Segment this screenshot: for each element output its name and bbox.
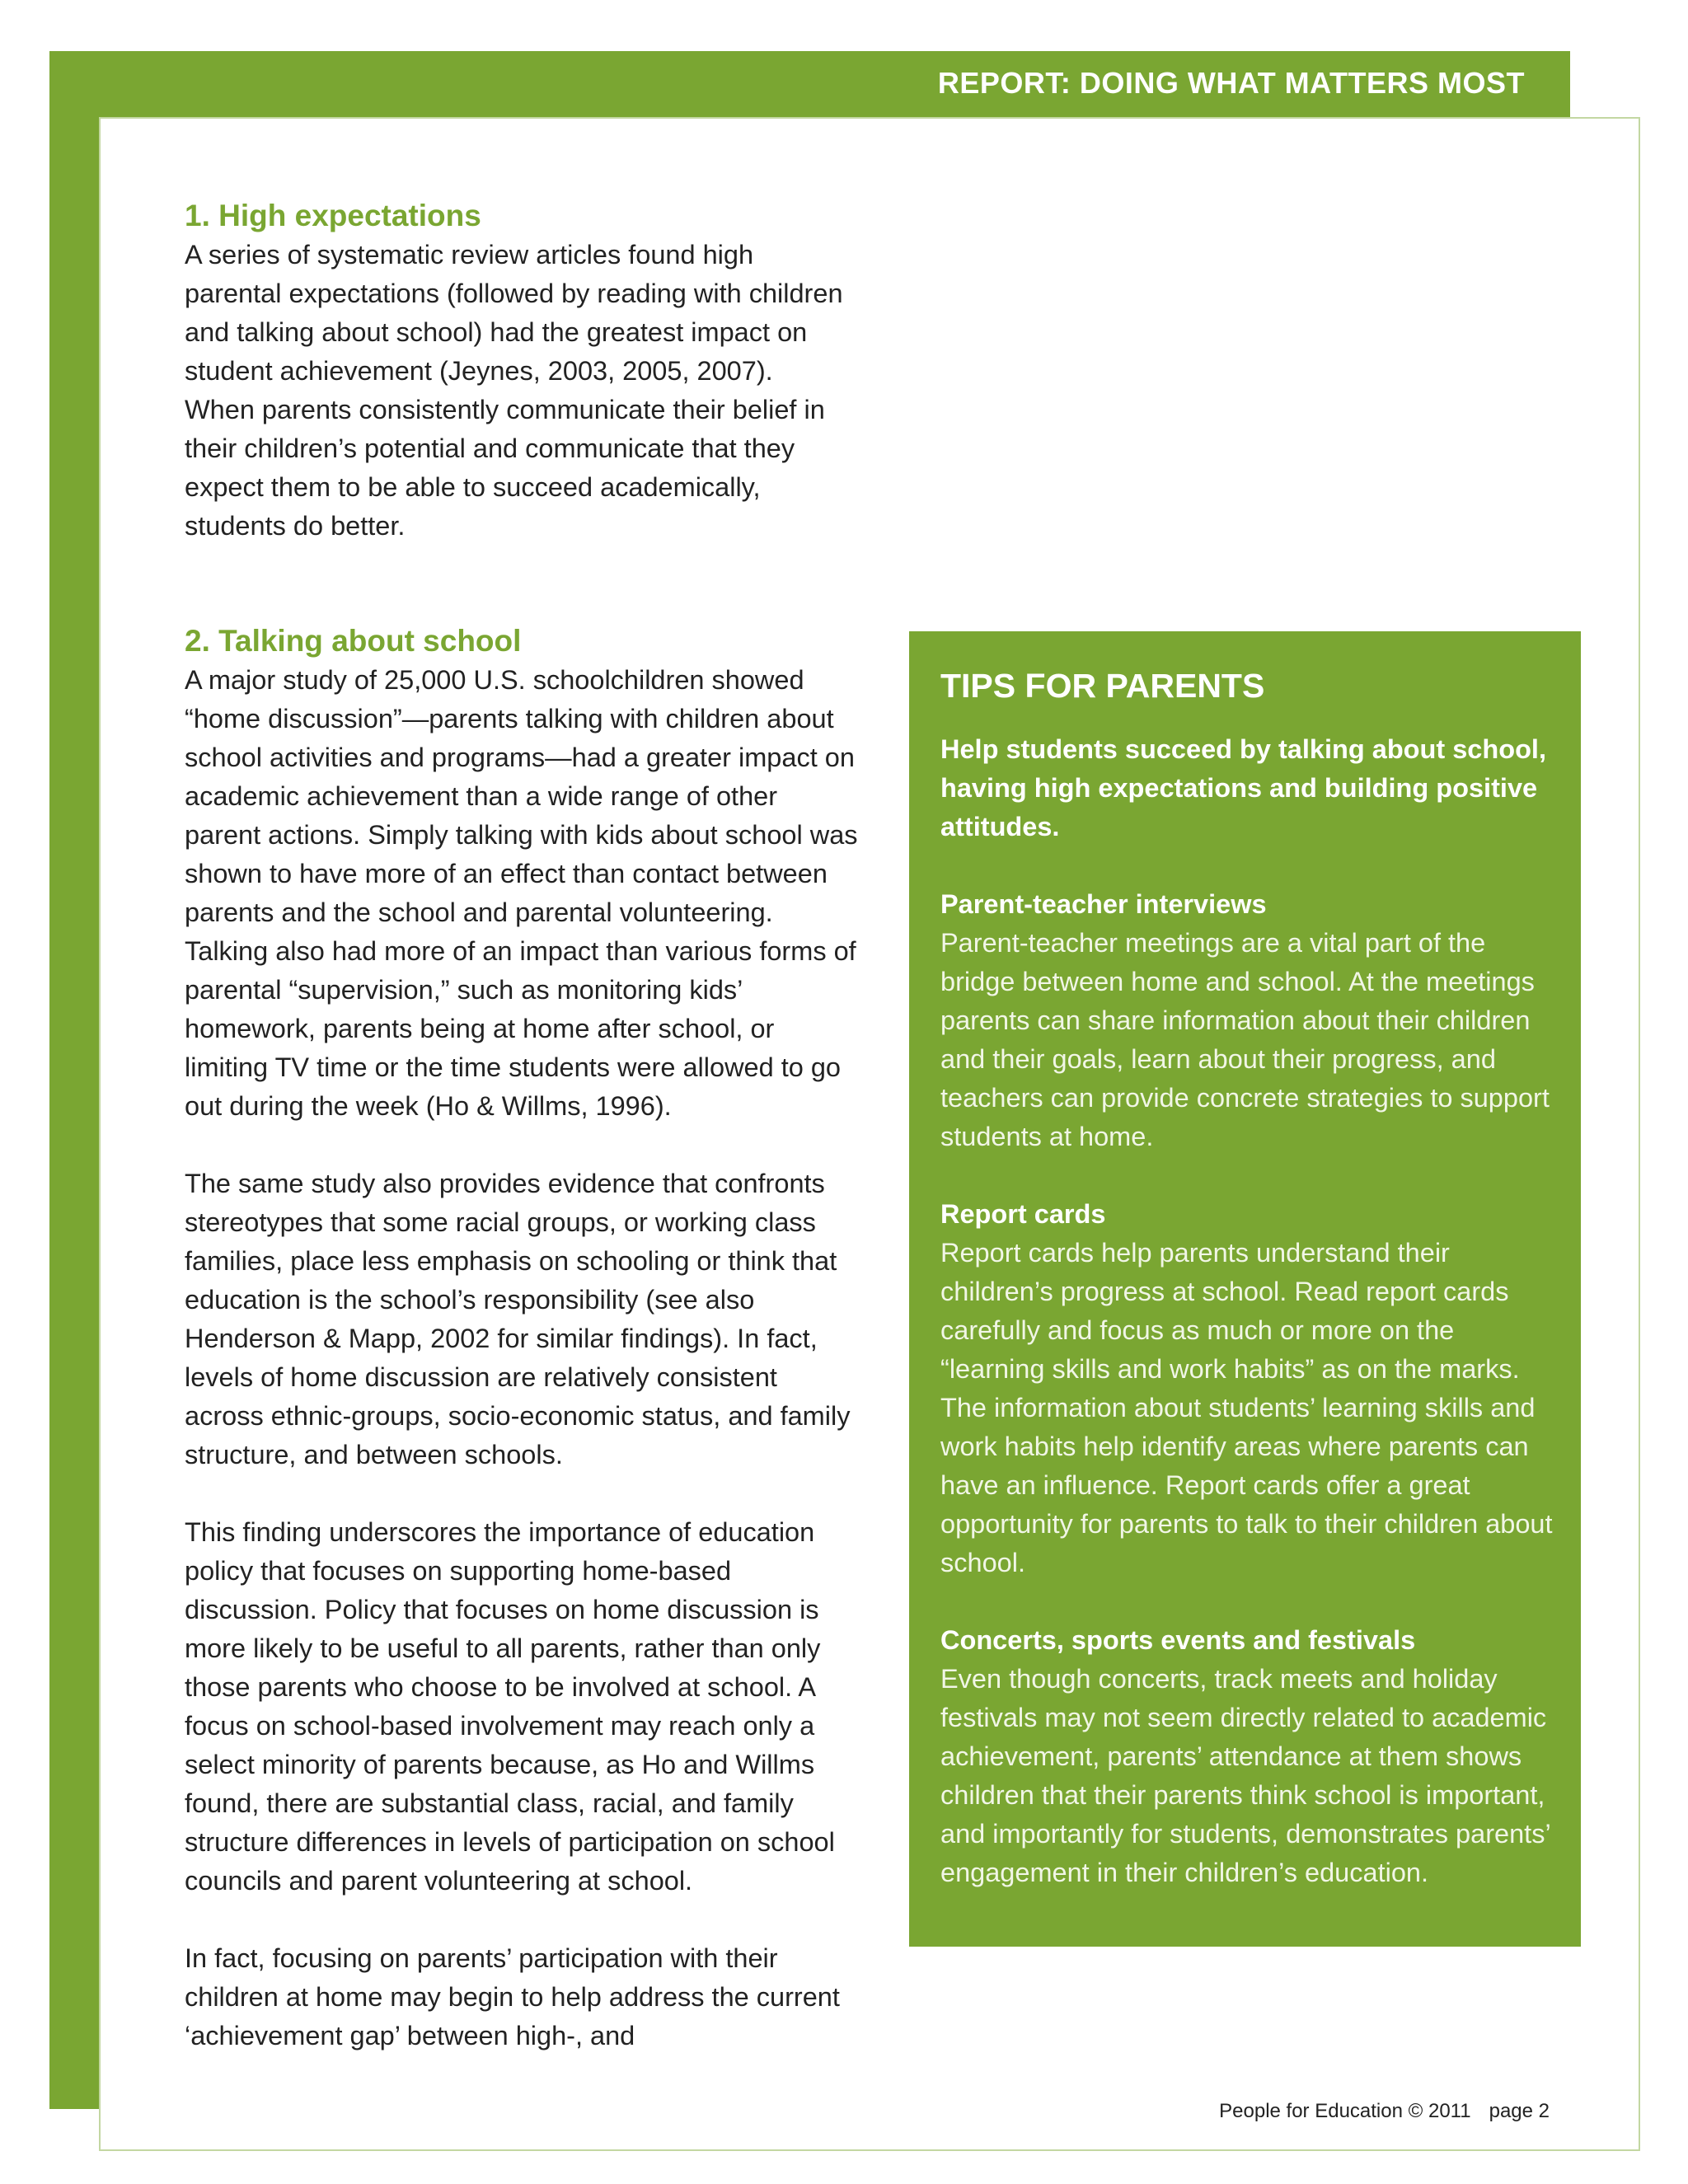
paragraph: A series of systematic review articles found high parental expectations (followed by reading with children and talking about school) had the greatest impact on student achievement (Jeynes, 2003, 2005, 2007). When parents consistently communicate their belief in their children’s potential and communicate that they expect them to be able to succeed academically, students do better. — [185, 240, 843, 541]
paragraph: A major study of 25,000 U.S. schoolchildren showed “home discussion”—parents talking with children about school activities and programs—had a greater impact on academic achievement than a wide range of other parent actions. Simply talking with kids about school was shown to have more of an effect than contact between parents and the school and parental volunteering. Talking also had more of an impact than various forms of parental “supervision,” such as monitoring kids’ homework, parents being at home after school, or limiting TV time or the time students were allowed to go out during the week (Ho & Willms, 1996). — [185, 665, 858, 1121]
page-number: page 2 — [1489, 2100, 1550, 2122]
tips-content — [940, 664, 1554, 1892]
paragraph: In fact, focusing on parents’ participation with their children at home may begin to help address the current ‘achievement gap’ between high-, and — [185, 1943, 840, 2050]
tip-heading-concerts: Concerts, sports events and festivals — [940, 1625, 1416, 1655]
section-high-expectations — [185, 196, 844, 546]
tips-for-parents-box — [909, 631, 1581, 1947]
footer-publisher: People for Education © 2011 — [1219, 2100, 1471, 2122]
tip-heading-report-cards: Report cards — [940, 1199, 1106, 1229]
tips-intro: Help students succeed by talking about school, having high expectations and building positive attitudes. — [940, 734, 1546, 841]
tip-heading-parent-teacher-interviews: Parent-teacher interviews — [940, 889, 1267, 919]
section-talking-about-school — [185, 621, 860, 2055]
tip-text: Report cards help parents understand their children’s progress at school. Read report cards carefully and focus as much or more on the “learning skills and work habits” as on the marks. The information about students’ learning skills and work habits help identify areas where parents can have an influence. Report cards offer a great opportunity for parents to talk to their children about school. — [940, 1238, 1553, 1577]
tips-title: TIPS FOR PARENTS — [940, 667, 1265, 705]
tip-text: Even though concerts, track meets and holiday festivals may not seem directly related to academic achievement, parents’ attendance at them shows children that their parents think school is important, and importantly for students, demonstrates parents’ engagement in their children’s education. — [940, 1664, 1550, 1887]
section-heading: 1. High expectations — [185, 199, 481, 232]
section-heading: 2. Talking about school — [185, 624, 522, 658]
page-footer — [1071, 2100, 1550, 2123]
paragraph: The same study also provides evidence that confronts stereotypes that some racial groups, or working class families, place less emphasis on schooling or think that education is the school’s responsibility (see also Henderson & Mapp, 2002 for similar findings). In fact, levels of home discussion are relatively consistent across ethnic-groups, socio-economic status, and family structure, and between schools. — [185, 1169, 851, 1469]
report-header-title: REPORT: DOING WHAT MATTERS MOST — [937, 66, 1525, 100]
paragraph: This finding underscores the importance of education policy that focuses on supporting home-based discussion. Policy that focuses on home discussion is more likely to be useful to all parents, rather than only those parents who choose to be involved at school. A focus on school-based involvement may reach only a select minority of parents because, as Ho and Willms found, there are substantial class, racial, and family structure differences in levels of participation on school councils and parent volunteering at school. — [185, 1517, 835, 1896]
tip-text: Parent-teacher meetings are a vital part of the bridge between home and school. At the meetings parents can share information about their children and their goals, learn about their progress, and teachers can provide concrete strategies to support students at home. — [940, 928, 1550, 1151]
